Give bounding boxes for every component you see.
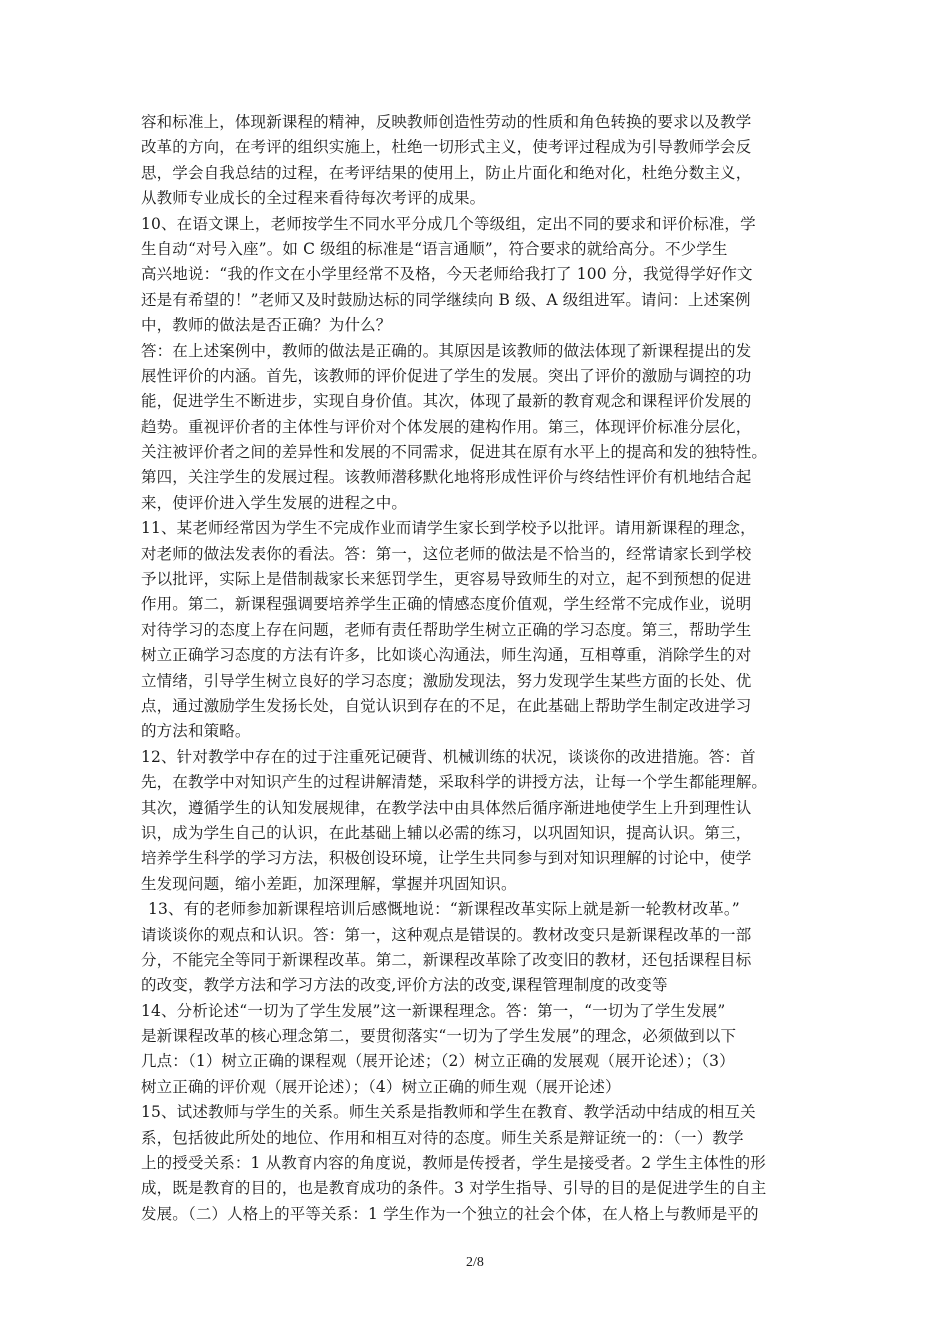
text-line: 还是有希望的！”老师又及时鼓励达标的同学继续向 B 级、A 级组进军。请问：上述案例 [141,290,751,309]
text-line: 容和标准上，体现新课程的精神，反映教师创造性劳动的性质和角色转换的要求以及教学 [141,113,752,131]
text-line: 对待学习的态度上存在问题，老师有责任帮助学生树立正确的学习态度。第三，帮助学生 [141,620,752,639]
text-line: 树立正确的评价观（展开论述）；（4）树立正确的师生观（展开论述） [141,1077,621,1096]
answer-line: 答：在上述案例中，教师的做法是正确的。其原因是该教师的做法体现了新课程提出的发 [141,341,752,360]
text-line: 对老师的做法发表你的看法。答：第一，这位老师的做法是不恰当的，经常请家长到学校 [141,544,752,563]
text-line: 从教师专业成长的全过程来看待每次考评的成果。 [141,189,486,208]
question-10-line: 10、在语文课上，老师按学生不同水平分成几个等级组，定出不同的要求和评价标准，学 [141,214,756,233]
text-line: 中，教师的做法是否正确？为什么？ [141,316,392,335]
text-line: 上的授受关系：1 从教育内容的角度说，教师是传授者，学生是接受者。2 学生主体性的形 [141,1154,766,1173]
text-line: 予以批评，实际上是借制裁家长来惩罚学生，更容易导致师生的对立，起不到预想的促进 [141,570,752,589]
text-line: 的方法和策略。 [141,722,251,741]
text-line: 改革的方向，在考评的组织实施上，杜绝一切形式主义，使考评过程成为引导教师学会反 [141,138,752,157]
text-line: 趋势。重视评价者的主体性与评价对个体发展的建构作用。第三，体现评价标准分层化， [141,417,752,436]
question-11-line: 11、某老师经常因为学生不完成作业而请学生家长到学校予以批评。请用新课程的理念， [141,519,756,538]
text-line: 树立正确学习态度的方法有许多，比如谈心沟通法，师生沟通，互相尊重，消除学生的对 [141,646,752,665]
text-line: 成，既是教育的目的，也是教育成功的条件。3 对学生指导、引导的目的是促进学生的自主 [141,1179,767,1198]
question-13-line: 13、有的老师参加新课程培训后感慨地说：“新课程改革实际上就是新一轮教材改革。” [148,900,740,919]
text-line: 关注被评价者之间的差异性和发展的不同需求，促进其在原有水平上的提高和发的独特性。 [141,443,768,462]
text-line: 几点：（1）树立正确的课程观（展开论述；（2）树立正确的发展观（展开论述）；（3） [141,1052,735,1071]
text-line: 来，使评价进入学生发展的进程之中。 [141,493,408,512]
text-line: 生发现问题，缩小差距，加深理解，掌握并巩固知识。 [141,874,517,893]
text-line: 第四，关注学生的发展过程。该教师潜移默化地将形成性评价与终结性评价有机地结合起 [141,468,752,487]
text-line: 能，促进学生不断进步，实现自身价值。其次，体现了最新的教育观念和课程评价发展的 [141,392,752,411]
text-line: 思，学会自我总结的过程，在考评结果的使用上，防止片面化和绝对化，杜绝分数主义， [141,163,752,182]
document-body [141,110,821,1227]
text-line: 是新课程改革的核心理念第二，要贯彻落实“一切为了学生发展”的理念，必须做到以下 [141,1027,737,1046]
text-line: 分，不能完全等同于新课程改革。第二，新课程改革除了改变旧的教材，还包括课程目标 [141,950,752,969]
text-line: 发展。（二）人格上的平等关系：1 学生作为一个独立的社会个体，在人格上与教师是平的 [141,1204,759,1223]
text-line: 立情绪，引导学生树立良好的学习态度；激励发现法，努力发现学生某些方面的长处、优 [141,671,752,690]
text-line: 系，包括彼此所处的地位、作用和相互对待的态度。师生关系是辩证统一的：（一）教学 [141,1128,744,1147]
question-14-line: 14、分析论述“一切为了学生发展”这一新课程理念。答：第一，“一切为了学生发展” [141,1001,726,1020]
text-line: 的改变，教学方法和学习方法的改变,评价方法的改变,课程管理制度的改变等 [141,976,668,995]
text-line: 培养学生科学的学习方法，积极创设环境，让学生共同参与到对知识理解的讨论中，使学 [141,849,752,868]
text-line: 生自动“对号入座”。如 C 级组的标准是“语言通顺”，符合要求的就给高分。不少学生 [141,239,728,258]
text-line: 点，通过激励学生发扬长处，自觉认识到存在的不足，在此基础上帮助学生制定改进学习 [141,696,752,715]
text-line: 识，成为学生自己的认识，在此基础上辅以必需的练习，以巩固知识，提高认识。第三， [141,823,752,842]
text-line: 展性评价的内涵。首先，该教师的评价促进了学生的发展。突出了评价的激励与调控的功 [141,366,752,385]
text-line: 其次，遵循学生的认知发展规律，在教学法中由具体然后循序渐进地使学生上升到理性认 [141,798,752,817]
question-15-line: 15、试述教师与学生的关系。师生关系是指教师和学生在教育、教学活动中结成的相互关 [141,1103,756,1122]
text-line: 请谈谈你的观点和认识。答：第一，这种观点是错误的。教材改变只是新课程改革的一部 [141,925,752,944]
text-line: 先，在教学中对知识产生的过程讲解清楚，采取科学的讲授方法，让每一个学生都能理解。 [141,773,768,792]
page-number: 2/8 [466,1255,484,1270]
question-12-line: 12、针对教学中存在的过于注重死记硬背、机械训练的状况，谈谈你的改进措施。答：首 [141,747,756,766]
text-line: 作用。第二，新课程强调要培养学生正确的情感态度价值观，学生经常不完成作业，说明 [141,595,752,614]
text-line: 高兴地说：“我的作文在小学里经常不及格，今天老师给我打了 100 分，我觉得学好作文 [141,265,753,284]
